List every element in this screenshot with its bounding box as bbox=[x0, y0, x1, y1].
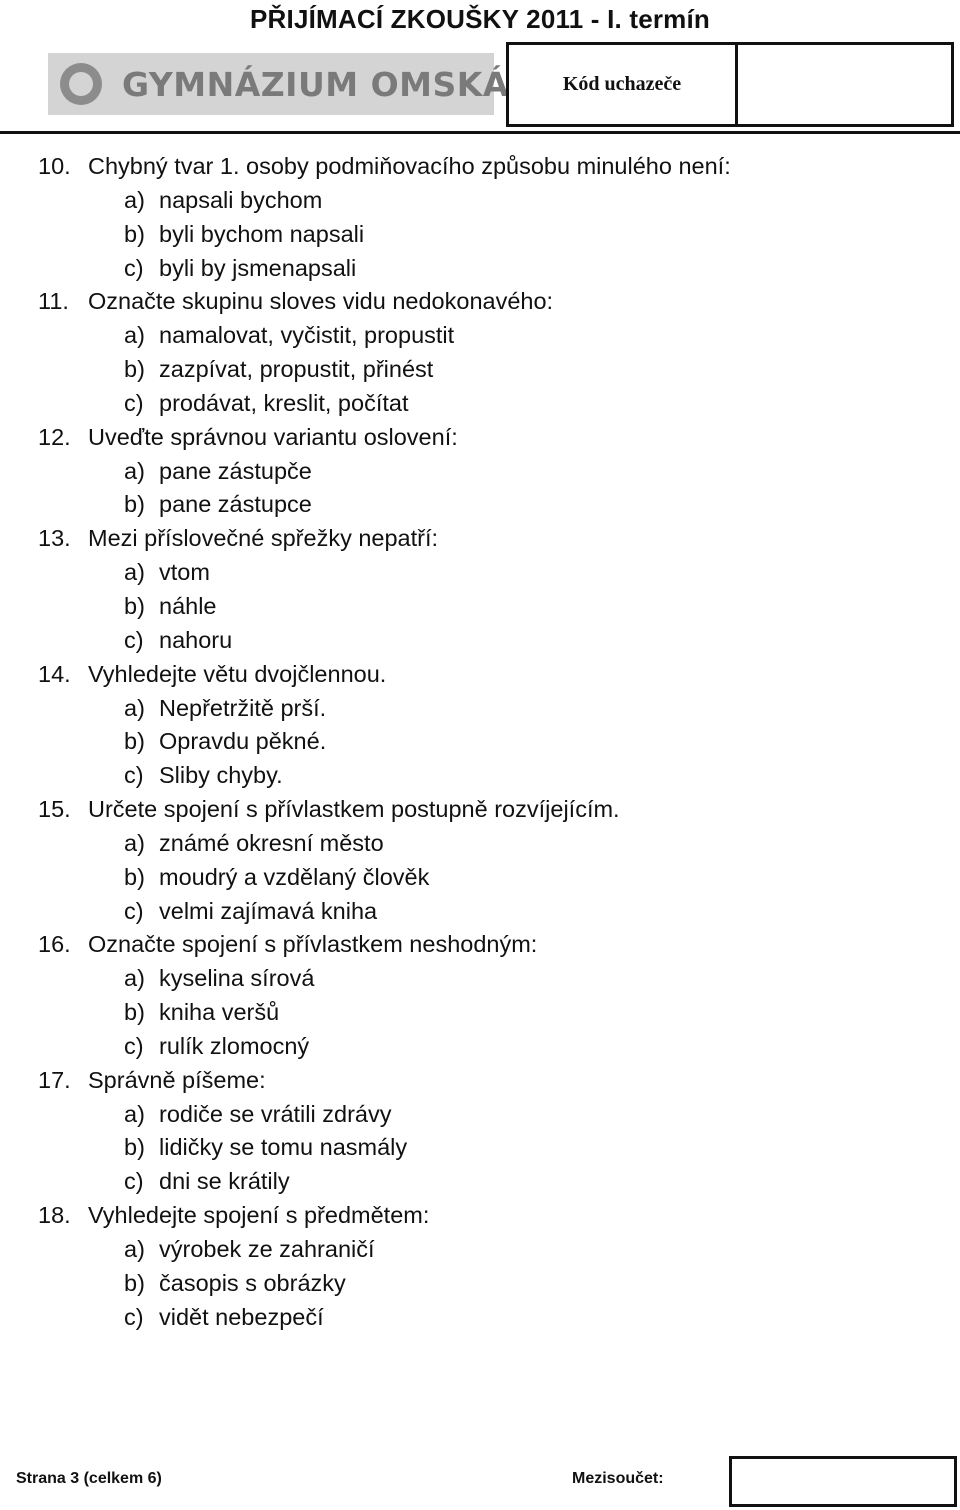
question-text: Určete spojení s přívlastkem postupně rozvíjejícím. bbox=[88, 796, 620, 823]
question-text: Uveďte správnou variantu oslovení: bbox=[88, 423, 458, 450]
question-number: 14. bbox=[38, 660, 71, 687]
answer-option[interactable] bbox=[38, 1098, 938, 1132]
option-letter: b) bbox=[124, 491, 145, 518]
question-text: Vyhledejte větu dvojčlennou. bbox=[88, 660, 387, 687]
option-letter: b) bbox=[124, 863, 145, 890]
page-title: PŘIJÍMACÍ ZKOUŠKY 2011 - I. termín bbox=[250, 4, 710, 34]
option-text: rulík zlomocný bbox=[159, 1032, 310, 1059]
option-text: nahoru bbox=[159, 626, 233, 653]
question-list bbox=[38, 150, 938, 1335]
option-text: rodiče se vrátili zdrávy bbox=[159, 1100, 392, 1127]
logo-emblem-icon bbox=[60, 63, 102, 105]
answer-option[interactable] bbox=[38, 556, 938, 590]
question-text: Mezi příslovečné spřežky nepatří: bbox=[88, 525, 439, 552]
question-text: Chybný tvar 1. osoby podmiňovacího způsobu minulého není: bbox=[88, 153, 731, 179]
applicant-code-box bbox=[506, 42, 954, 127]
option-letter: b) bbox=[124, 1269, 145, 1296]
answer-option[interactable] bbox=[38, 218, 938, 252]
answer-option[interactable] bbox=[38, 387, 938, 421]
option-text: byli by jsmenapsali bbox=[159, 254, 357, 281]
option-letter: c) bbox=[124, 1032, 144, 1059]
option-text: výrobek ze zahraničí bbox=[159, 1236, 375, 1262]
question bbox=[38, 150, 938, 184]
answer-option[interactable] bbox=[38, 996, 938, 1030]
option-letter: a) bbox=[124, 186, 145, 213]
question bbox=[38, 285, 938, 319]
question bbox=[38, 1064, 938, 1098]
applicant-code-label: Kód uchazeče bbox=[509, 45, 738, 124]
answer-option[interactable] bbox=[38, 184, 938, 218]
option-text: lidičky se tomu nasmály bbox=[159, 1134, 408, 1161]
option-text: Sliby chyby. bbox=[159, 762, 283, 789]
option-letter: a) bbox=[124, 457, 145, 484]
question bbox=[38, 793, 938, 827]
question-number: 15. bbox=[38, 796, 71, 823]
option-letter: b) bbox=[124, 1134, 145, 1161]
question-number: 10. bbox=[38, 153, 71, 179]
option-letter: b) bbox=[124, 220, 145, 247]
option-text: kyselina sírová bbox=[159, 965, 315, 992]
answer-option[interactable] bbox=[38, 319, 938, 353]
option-letter: c) bbox=[124, 762, 144, 789]
question-number: 18. bbox=[38, 1202, 71, 1229]
option-text: Nepřetržitě prší. bbox=[159, 694, 327, 721]
option-text: vidět nebezpečí bbox=[159, 1303, 324, 1330]
answer-option[interactable] bbox=[38, 759, 938, 793]
option-letter: a) bbox=[124, 829, 145, 856]
option-letter: a) bbox=[124, 322, 145, 349]
option-letter: a) bbox=[124, 559, 145, 586]
option-text: známé okresní město bbox=[159, 829, 384, 856]
answer-option[interactable] bbox=[38, 488, 938, 522]
answer-option[interactable] bbox=[38, 861, 938, 895]
option-text: byli bychom napsali bbox=[159, 220, 365, 247]
question bbox=[38, 928, 938, 962]
option-letter: c) bbox=[124, 1168, 144, 1195]
answer-option[interactable] bbox=[38, 252, 938, 286]
answer-option[interactable] bbox=[38, 827, 938, 861]
answer-option[interactable] bbox=[38, 692, 938, 726]
option-letter: a) bbox=[124, 1100, 145, 1127]
option-letter: c) bbox=[124, 389, 144, 416]
option-letter: c) bbox=[124, 626, 144, 653]
question-number: 12. bbox=[38, 423, 71, 450]
option-text: Opravdu pěkné. bbox=[159, 728, 327, 755]
option-letter: b) bbox=[124, 356, 145, 383]
question-number: 17. bbox=[38, 1066, 71, 1093]
option-text: prodávat, kreslit, počítat bbox=[159, 389, 409, 416]
question-number: 16. bbox=[38, 931, 71, 958]
option-letter: a) bbox=[124, 965, 145, 992]
question-text: Označte spojení s přívlastkem neshodným: bbox=[88, 931, 538, 958]
option-letter: a) bbox=[124, 1236, 145, 1262]
option-text: pane zástupče bbox=[159, 457, 312, 484]
answer-option[interactable] bbox=[38, 590, 938, 624]
answer-option[interactable] bbox=[38, 1165, 938, 1199]
question-text: Vyhledejte spojení s předmětem: bbox=[88, 1202, 430, 1229]
option-text: namalovat, vyčistit, propustit bbox=[159, 322, 455, 349]
question-number: 13. bbox=[38, 525, 71, 552]
option-text: pane zástupce bbox=[159, 491, 312, 518]
header-divider bbox=[0, 131, 960, 134]
answer-option[interactable] bbox=[38, 353, 938, 387]
answer-option[interactable] bbox=[38, 455, 938, 489]
answer-option[interactable] bbox=[38, 1233, 938, 1267]
option-letter: b) bbox=[124, 999, 145, 1026]
option-text: napsali bychom bbox=[159, 186, 323, 213]
option-letter: b) bbox=[124, 592, 145, 619]
question-number: 11. bbox=[38, 288, 69, 315]
option-letter: c) bbox=[124, 254, 144, 281]
question bbox=[38, 522, 938, 556]
logo-text: GYMNÁZIUM OMSKÁ bbox=[122, 64, 509, 104]
option-text: moudrý a vzdělaný člověk bbox=[159, 863, 430, 890]
subtotal-label: Mezisoučet: bbox=[572, 1470, 664, 1487]
option-text: kniha veršů bbox=[159, 999, 280, 1026]
applicant-code-field[interactable] bbox=[738, 45, 951, 124]
page-number: Strana 3 (celkem 6) bbox=[16, 1470, 162, 1487]
option-text: náhle bbox=[159, 592, 217, 619]
option-text: velmi zajímavá kniha bbox=[159, 897, 378, 924]
answer-option[interactable] bbox=[38, 624, 938, 658]
question bbox=[38, 421, 938, 455]
answer-option[interactable] bbox=[38, 1030, 938, 1064]
option-letter: b) bbox=[124, 728, 145, 755]
answer-option[interactable] bbox=[38, 725, 938, 759]
option-text: časopis s obrázky bbox=[159, 1269, 346, 1296]
option-letter: a) bbox=[124, 694, 145, 721]
answer-option[interactable] bbox=[38, 962, 938, 996]
subtotal-field[interactable] bbox=[729, 1456, 957, 1507]
question bbox=[38, 1199, 938, 1233]
answer-option[interactable] bbox=[38, 895, 938, 929]
answer-option[interactable] bbox=[38, 1267, 938, 1301]
question-text: Označte skupinu sloves vidu nedokonavého: bbox=[88, 288, 554, 315]
option-text: vtom bbox=[159, 559, 210, 586]
question-text: Správně píšeme: bbox=[88, 1066, 266, 1093]
school-logo bbox=[48, 53, 509, 115]
option-letter: c) bbox=[124, 897, 144, 924]
question bbox=[38, 658, 938, 692]
answer-option[interactable] bbox=[38, 1131, 938, 1165]
option-letter: c) bbox=[124, 1303, 144, 1330]
option-text: dni se krátily bbox=[159, 1168, 290, 1195]
option-text: zazpívat, propustit, přinést bbox=[159, 356, 434, 383]
answer-option[interactable] bbox=[38, 1301, 938, 1335]
